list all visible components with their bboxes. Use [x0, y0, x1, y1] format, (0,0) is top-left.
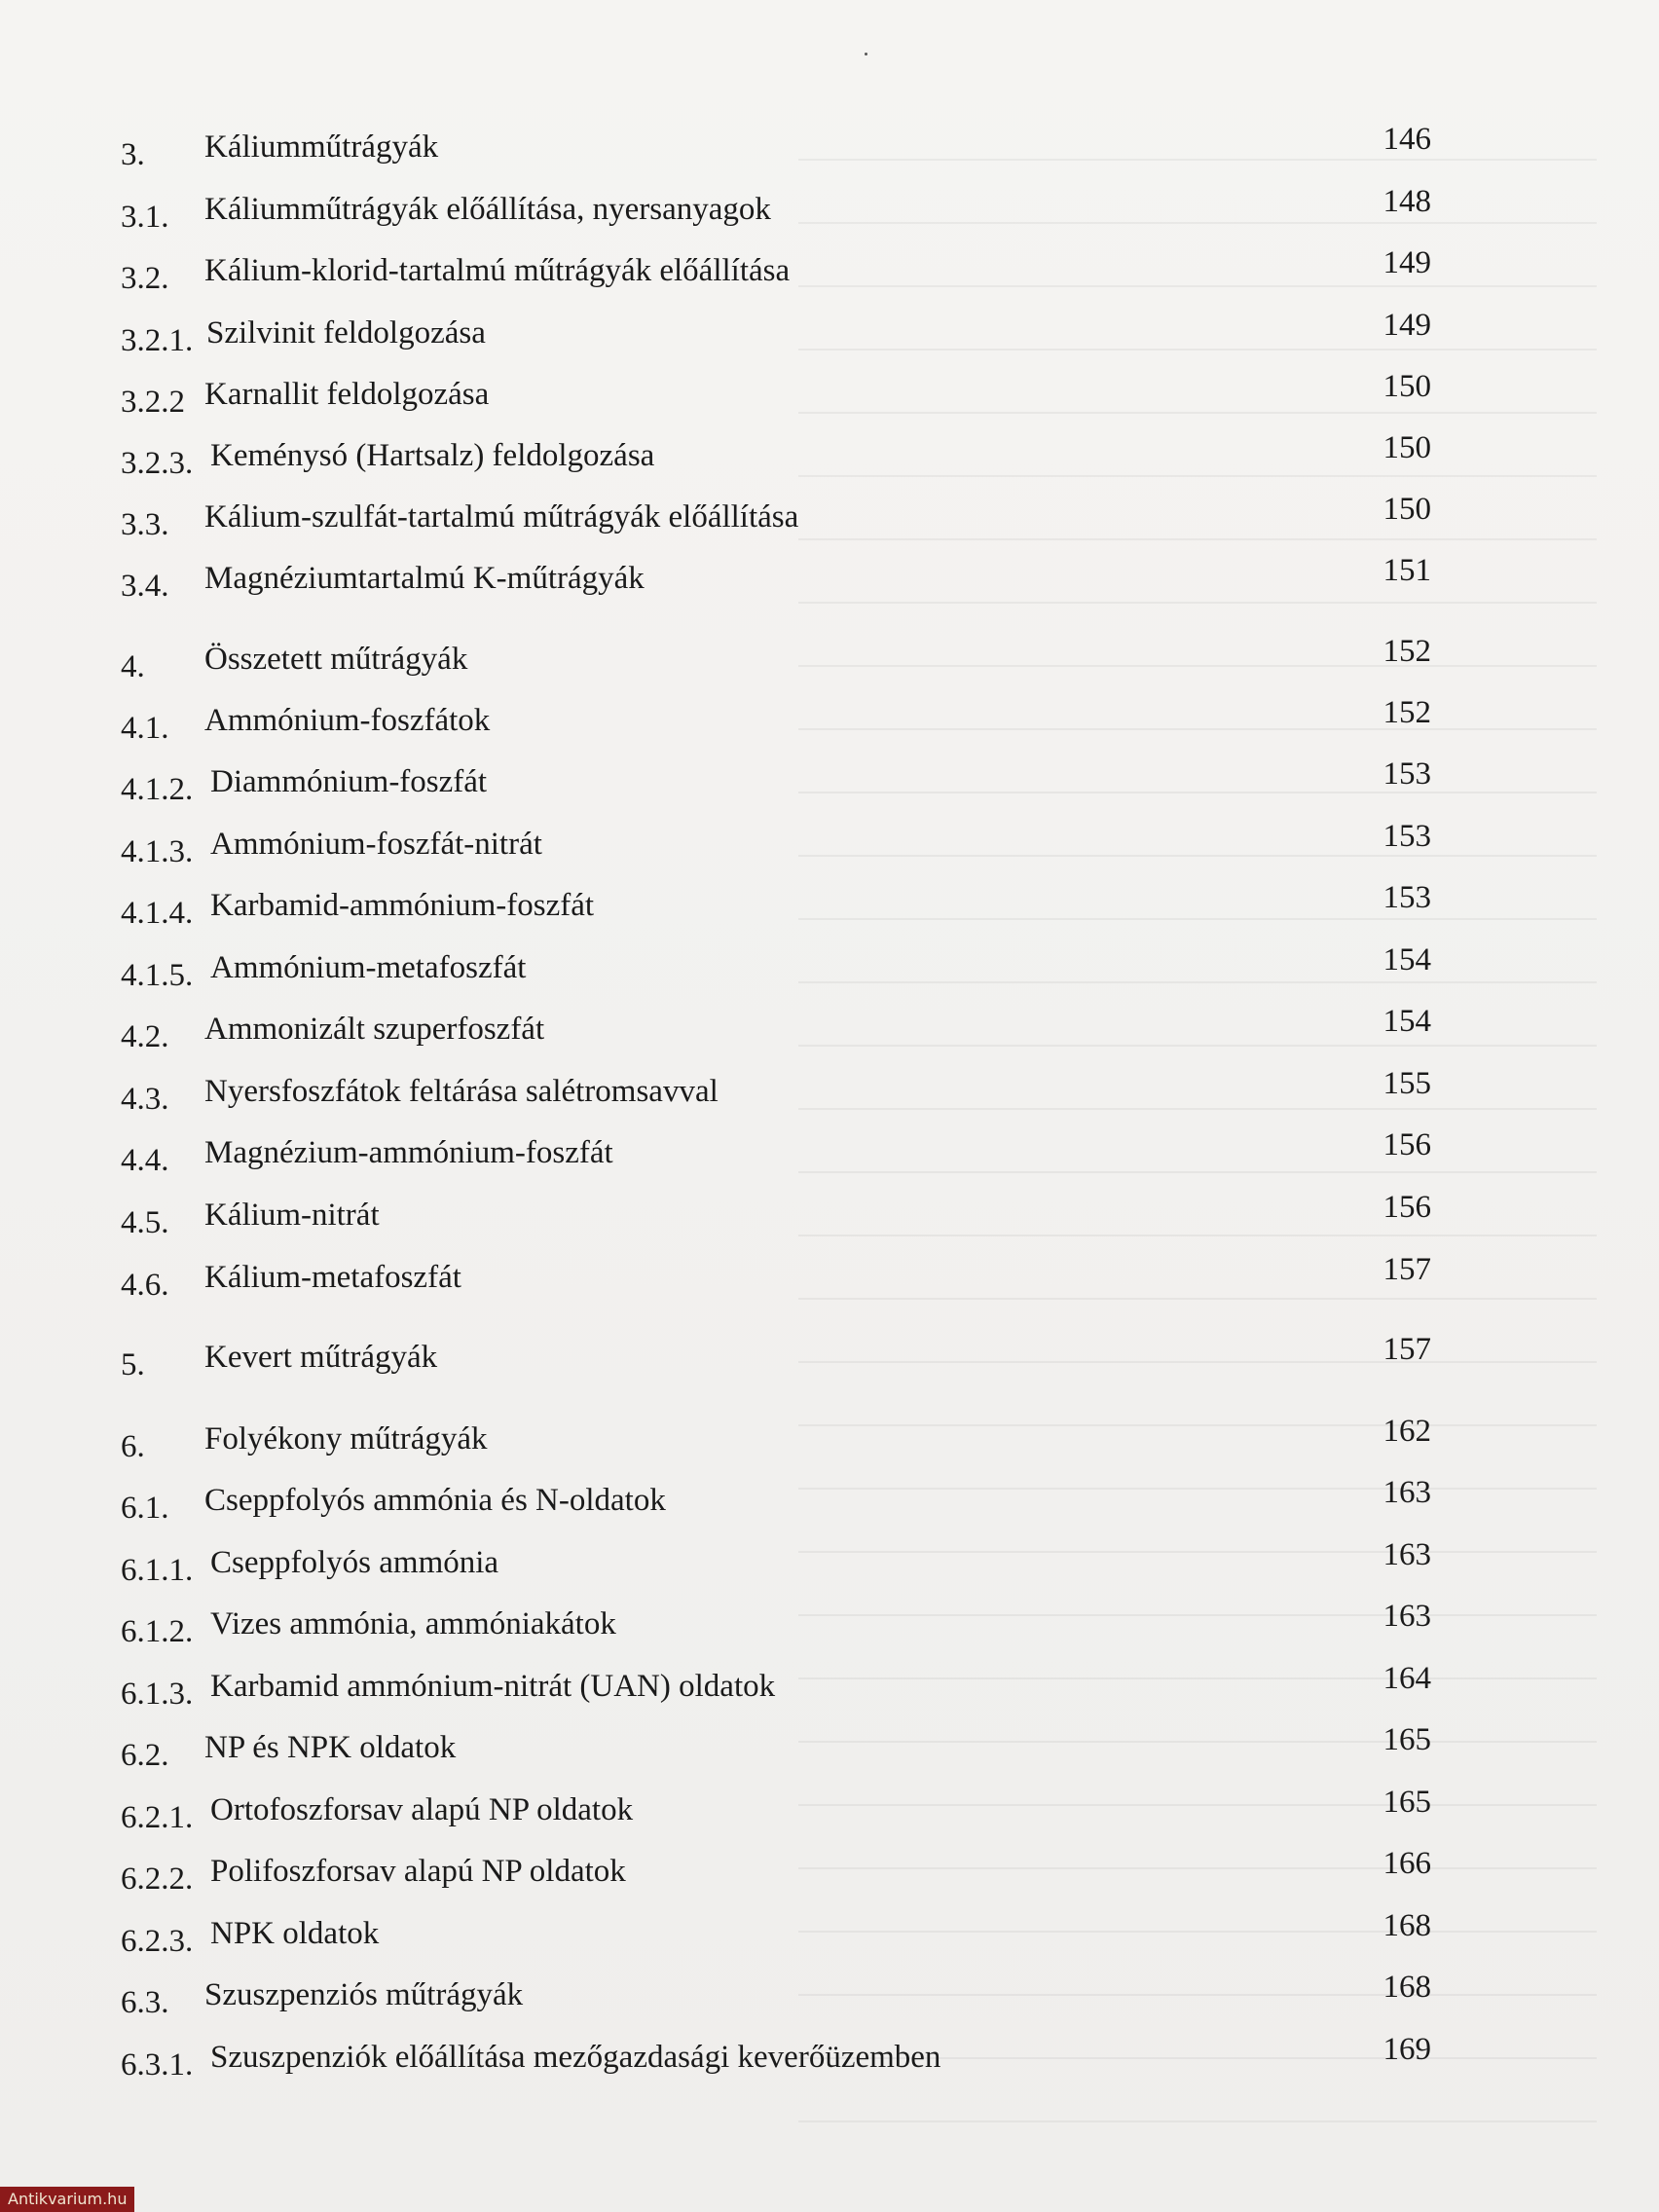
toc-page: 155: [1382, 1066, 1431, 1101]
toc-title: Folyékony műtrágyák: [204, 1421, 488, 1456]
toc-page: 152: [1382, 695, 1431, 730]
toc-page: 169: [1382, 2032, 1431, 2067]
toc-entry: [117, 1847, 1431, 1896]
toc-page: 152: [1382, 634, 1431, 669]
toc-entry: [117, 431, 1431, 480]
toc-number: 3.3.: [121, 507, 169, 542]
toc-page: 150: [1382, 492, 1431, 527]
toc-number: 6.1.: [121, 1491, 169, 1526]
toc-number: 3.2.2: [121, 385, 185, 420]
toc-title: Összetett műtrágyák: [204, 642, 468, 677]
toc-title: Szuszpenziós műtrágyák: [204, 1977, 524, 2012]
toc-title: Szilvinit feldolgozása: [206, 315, 486, 350]
toc-entry: [117, 1600, 1431, 1648]
toc-number: 6.: [121, 1429, 145, 1464]
toc-entry: [117, 185, 1431, 234]
toc-number: 4.1.5.: [121, 958, 194, 993]
toc-page: 149: [1382, 245, 1431, 280]
toc-title: Kálium-szulfát-tartalmú műtrágyák előállítása: [204, 499, 799, 535]
toc-number: 6.3.1.: [121, 2047, 194, 2083]
toc-title: Keménysó (Hartsalz) feldolgozása: [210, 438, 655, 473]
toc-entry: [117, 1191, 1431, 1239]
toc-title: Kálium-nitrát: [204, 1198, 380, 1233]
toc-title: Szuszpenziók előállítása mezőgazdasági keverőüzemben: [210, 2040, 941, 2075]
toc-number: 3.1.: [121, 200, 169, 235]
toc-title: Kálium-klorid-tartalmú műtrágyák előállítása: [204, 253, 791, 288]
toc-title: NP és NPK oldatok: [204, 1730, 457, 1765]
toc-entry: [117, 246, 1431, 295]
toc-page: 148: [1382, 184, 1431, 219]
toc-number: 4.1.2.: [121, 772, 194, 807]
toc-number: 4.2.: [121, 1019, 169, 1054]
toc-page: 164: [1382, 1661, 1431, 1696]
toc-number: 4.1.3.: [121, 834, 194, 869]
toc-number: 4.: [121, 649, 145, 684]
toc-page: 166: [1382, 1846, 1431, 1881]
toc-number: 3.2.3.: [121, 446, 194, 481]
toc-title: Diammónium-foszfát: [210, 764, 488, 799]
toc-title: Karnallit feldolgozása: [204, 377, 490, 412]
toc-title: Karbamid-ammónium-foszfát: [210, 888, 595, 923]
toc-page: 154: [1382, 942, 1431, 977]
toc-number: 6.2.3.: [121, 1924, 194, 1959]
toc-entry: [117, 123, 1431, 171]
toc-number: 5.: [121, 1347, 145, 1382]
toc-number: 6.1.3.: [121, 1677, 194, 1712]
toc-entry: [117, 1786, 1431, 1834]
toc-title: Ammónium-foszfátok: [204, 703, 491, 738]
toc-entry: [117, 820, 1431, 868]
toc-title: Káliumműtrágyák előállítása, nyersanyagok: [204, 192, 771, 227]
toc-page: 163: [1382, 1537, 1431, 1572]
toc-page: 150: [1382, 430, 1431, 465]
toc-entry: [117, 554, 1431, 603]
toc-page: 146: [1382, 122, 1431, 157]
toc-entry: [117, 881, 1431, 930]
toc-number: 6.1.1.: [121, 1553, 194, 1588]
toc-entry: [117, 1909, 1431, 1958]
toc-page: 156: [1382, 1127, 1431, 1162]
toc-title: Ortofoszforsav alapú NP oldatok: [210, 1792, 634, 1827]
toc-page: 153: [1382, 819, 1431, 854]
toc-title: NPK oldatok: [210, 1916, 380, 1951]
toc-entry: [117, 2033, 1431, 2082]
toc-title: Vizes ammónia, ammóniakátok: [210, 1606, 616, 1641]
toc-entry: [117, 943, 1431, 992]
toc-number: 6.1.2.: [121, 1614, 194, 1649]
toc-entry: [117, 1415, 1431, 1463]
toc-number: 4.4.: [121, 1143, 169, 1178]
toc-number: 4.5.: [121, 1205, 169, 1240]
toc-entry: [117, 757, 1431, 806]
toc-page: 163: [1382, 1599, 1431, 1634]
toc-title: Kevert műtrágyák: [204, 1340, 438, 1375]
toc-entry: [117, 1662, 1431, 1711]
toc-entry: [117, 309, 1431, 357]
toc-number: 4.6.: [121, 1268, 169, 1303]
toc-entry: [117, 1128, 1431, 1177]
toc-entry: [117, 1476, 1431, 1525]
toc-page: 162: [1382, 1414, 1431, 1449]
toc-number: 3.2.1.: [121, 323, 194, 358]
toc-page: 151: [1382, 553, 1431, 588]
toc-entry: [117, 493, 1431, 541]
toc-title: Ammónium-metafoszfát: [210, 950, 527, 985]
toc-title: Nyersfoszfátok feltárása salétromsavval: [204, 1074, 719, 1109]
toc-entry: [117, 696, 1431, 745]
toc-page: 165: [1382, 1785, 1431, 1820]
toc-number: 3.: [121, 137, 145, 172]
toc-title: Magnéziumtartalmú K-műtrágyák: [204, 561, 645, 596]
toc-title: Karbamid ammónium-nitrát (UAN) oldatok: [210, 1669, 776, 1704]
toc-number: 6.2.1.: [121, 1800, 194, 1835]
toc-number: 6.2.: [121, 1738, 169, 1773]
speck: [865, 53, 867, 55]
toc-page: 168: [1382, 1970, 1431, 2005]
toc-number: 3.4.: [121, 569, 169, 604]
toc-title: Polifoszforsav alapú NP oldatok: [210, 1854, 626, 1889]
toc-number: 6.2.2.: [121, 1862, 194, 1897]
toc-number: 4.1.4.: [121, 896, 194, 931]
toc-entry: [117, 1333, 1431, 1382]
toc-entry: [117, 1538, 1431, 1587]
toc-page: 150: [1382, 369, 1431, 404]
toc-entry: [117, 635, 1431, 683]
toc-page: 153: [1382, 756, 1431, 792]
toc-title: Magnézium-ammónium-foszfát: [204, 1135, 613, 1170]
toc-page: 157: [1382, 1332, 1431, 1367]
toc-entry: [117, 370, 1431, 419]
toc-title: Kálium-metafoszfát: [204, 1260, 461, 1295]
toc-page: 153: [1382, 880, 1431, 915]
watermark: Antikvarium.hu: [0, 2187, 134, 2212]
toc-page: 163: [1382, 1475, 1431, 1510]
toc-entry: [117, 1971, 1431, 2019]
toc-page: 156: [1382, 1190, 1431, 1225]
toc-page: 154: [1382, 1004, 1431, 1039]
toc-page: 157: [1382, 1252, 1431, 1287]
toc-number: 4.3.: [121, 1082, 169, 1117]
toc-number: 6.3.: [121, 1985, 169, 2020]
toc-entry: [117, 1723, 1431, 1772]
toc-page: 168: [1382, 1908, 1431, 1943]
toc-title: Káliumműtrágyák: [204, 129, 439, 165]
toc-page: 165: [1382, 1722, 1431, 1757]
toc-title: Ammonizált szuperfoszfát: [204, 1012, 545, 1047]
toc-entry: [117, 1067, 1431, 1116]
toc-entry: [117, 1005, 1431, 1053]
toc-title: Cseppfolyós ammónia: [210, 1545, 499, 1580]
toc-number: 3.2.: [121, 261, 169, 296]
toc-entry: [117, 1253, 1431, 1302]
toc-number: 4.1.: [121, 711, 169, 746]
toc-title: Cseppfolyós ammónia és N-oldatok: [204, 1483, 666, 1518]
toc-title: Ammónium-foszfát-nitrát: [210, 827, 542, 862]
toc-page: 149: [1382, 308, 1431, 343]
